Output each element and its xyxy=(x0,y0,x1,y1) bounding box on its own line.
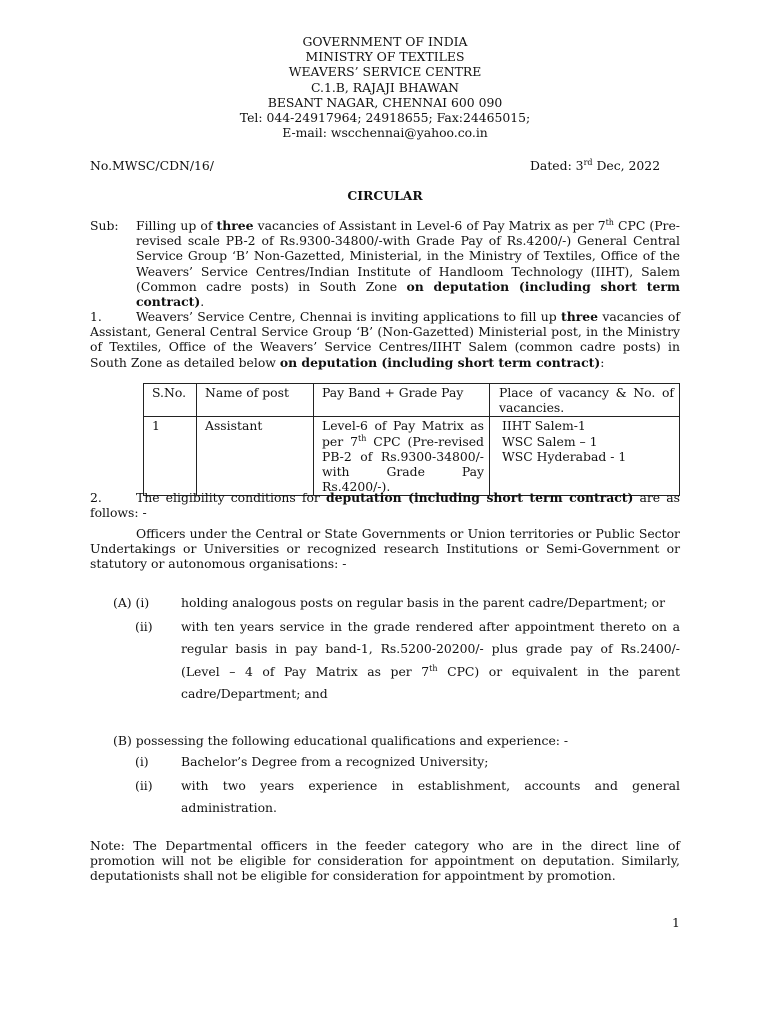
table-cell-sno: 1 xyxy=(144,417,197,496)
clause-a-label: (A) (i) xyxy=(113,595,150,610)
table-row xyxy=(144,417,680,496)
clause-b-ii-line: with two years experience in establishment, accounts and general xyxy=(181,778,680,793)
eligibility-body: Officers under the Central or State Governments or Union territories or Public Sector Undertakings or Universities or recognized research Institutions or Semi-Government or statutory or autonomous organisations: - xyxy=(90,526,680,572)
clause-a-ii-line: cadre/Department; and xyxy=(181,686,328,701)
table-header-cell: Name of post xyxy=(197,384,314,417)
subject-label: Sub: xyxy=(90,218,119,233)
table-cell-places xyxy=(490,417,680,496)
letterhead-line: E-mail: wscchennai@yahoo.co.in xyxy=(282,125,488,141)
clause-b-ii-line: administration. xyxy=(181,800,277,815)
place-item: WSC Hyderabad - 1 xyxy=(502,448,627,464)
letterhead-line: C.1.B, RAJAJI BHAWAN xyxy=(310,79,460,95)
vacancy-table xyxy=(143,383,680,496)
clause-b-label: (B) possessing the following educational qualifications and experience: - xyxy=(113,733,569,748)
page-number: 1 xyxy=(672,915,680,930)
note-text: Note: The Departmental officers in the feeder category who are in the direct line of promotion will not be eligible for consideration for appointment on deputation. Similarly, deputationists shall not be eligible for consideration for appointment by promotion. xyxy=(90,838,680,884)
table-header-cell: Place of vacancy & No. of vacancies. xyxy=(490,384,680,417)
clause-a-ii-label: (ii) xyxy=(135,619,153,634)
table-cell-pay: Level-6 of Pay Matrix as per 7th CPC (Pre-revised PB-2 of Rs.9300-34800/- with Grade Pay Rs.4200/-). xyxy=(314,417,490,496)
paragraph-1: 1. Weavers’ Service Centre, Chennai is inviting applications to fill up three vacancies of Assistant, General Central Service Group ‘B’ (Non-Gazetted) Ministerial post, in the Ministry of Textiles, Office of the Weavers’ Service Centres/IIHT Salem (common cadre posts) in South Zone as detailed below on deputation (including short term contract): xyxy=(90,309,680,370)
table-header-cell: Pay Band + Grade Pay xyxy=(314,384,490,417)
reference-number: No.MWSC/CDN/16/ xyxy=(90,158,214,173)
subject-text: Filling up of three vacancies of Assistant in Level-6 of Pay Matrix as per 7th CPC (Pre-revised scale PB-2 of Rs.9300-34800/-with Grade Pay of Rs.4200/-) General Central Service Group ‘B’ Non-Gazetted, Ministerial, in the Ministry of Textiles, Office of the Weavers’ Service Centres/Indian Institute of Handloom Technology (IIHT), Salem (Common cadre posts) in South Zone on deputation (including short term contract). xyxy=(136,217,680,310)
clause-b-i-text: Bachelor’s Degree from a recognized University; xyxy=(181,754,489,769)
document-title: CIRCULAR xyxy=(347,188,423,203)
letterhead xyxy=(0,34,770,140)
table-header-row xyxy=(144,384,680,417)
clause-b-ii-label: (ii) xyxy=(135,778,153,793)
letterhead-line: GOVERNMENT OF INDIA xyxy=(302,34,468,49)
place-item: IIHT Salem-1 xyxy=(502,418,586,434)
clause-a-i-text: holding analogous posts on regular basis in the parent cadre/Department; or xyxy=(181,595,666,610)
clause-a-ii-line: (Level – 4 of Pay Matrix as per 7th CPC) or equivalent in the parent xyxy=(181,663,680,679)
letterhead-line: WEAVERS’ SERVICE CENTRE xyxy=(288,64,482,80)
letterhead-line: Tel: 044-24917964; 24918655; Fax:24465015; xyxy=(239,109,531,125)
paragraph-2: 2. The eligibility conditions for deputation (including short term contract) are as follows: - xyxy=(90,490,680,521)
circular-date: Dated: 3rd Dec, 2022 xyxy=(530,157,661,173)
table-cell-post: Assistant xyxy=(197,417,314,496)
clause-a-ii-line: regular basis in pay band-1, Rs.5200-20200/- plus grade pay of Rs.2400/- xyxy=(181,641,680,656)
table-header-cell: S.No. xyxy=(144,384,197,417)
clause-a-ii-line: with ten years service in the grade rendered after appointment thereto on a xyxy=(181,619,680,634)
place-item: WSC Salem – 1 xyxy=(502,433,598,449)
clause-b-i-label: (i) xyxy=(135,754,149,769)
letterhead-line: MINISTRY OF TEXTILES xyxy=(305,49,465,65)
letterhead-line: BESANT NAGAR, CHENNAI 600 090 xyxy=(267,94,503,110)
